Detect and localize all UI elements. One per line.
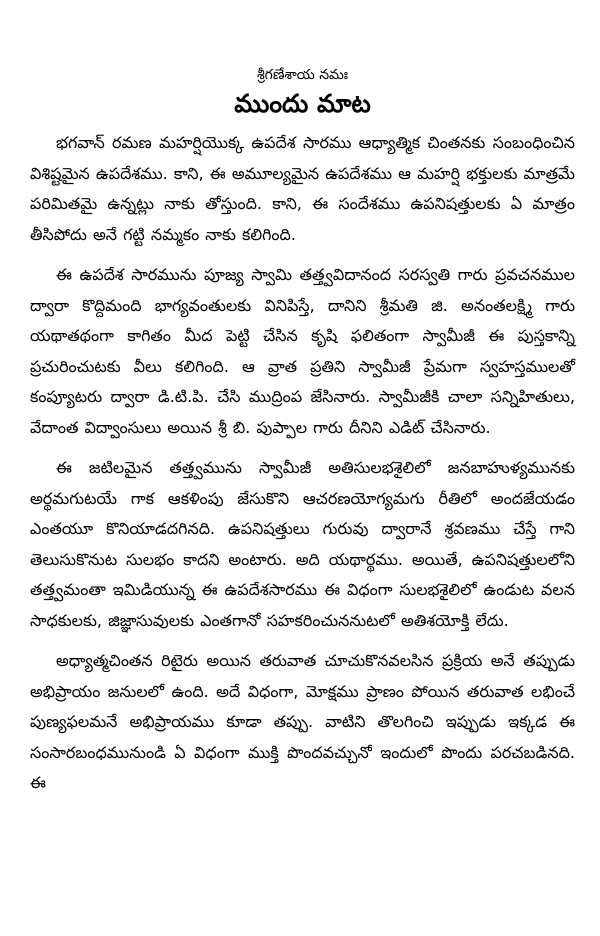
paragraph-4: అధ్యాత్మచింతన రిటైరు అయిన తరువాత చూచుకొనవలసిన ప్రక్రియ అనే తప్పుడు అభిప్రాయం జనులలో ఉంది. అదే విధంగా, మోక్షము ప్రాణం పోయిన తరువాత లభించే పుణ్యఫలమనే అభిప్రాయము కూడా తప్పు. వాటిని తొలగించి ఇప్పుడు ఇక్కడ ఈ సంసారబంధమునుండి ఏ విధంగా ముక్తి పొందవచ్చునో ఇందులో పొందు పరచబడినది. ఈ bbox=[30, 651, 575, 792]
document-page bbox=[30, 0, 575, 936]
paragraph-1: భగవాన్ రమణ మహర్షియొక్క ఉపదేశ సారము ఆధ్యాత్మిక చింతనకు సంబంధించిన విశిష్టమైన ఉపదేశము. కాని, ఈ అమూల్యమైన ఉపదేశము ఆ మహర్షి భక్తులకు మాత్రమే పరిమితమై ఉన్నట్లు నాకు తోస్తుంది. కాని, ఈ సందేశము ఉపనిషత్తులకు ఏ మాత్రం తీసిపోదు అనే గట్టి నమ్మకం నాకు కలిగింది. bbox=[30, 133, 575, 244]
invocation-line: శ్రీగణేశాయ నమః bbox=[256, 67, 348, 83]
paragraph-2: ఈ ఉపదేశ సారమును పూజ్య స్వామి తత్త్వవిదానంద సరస్వతి గారు ప్రవచనముల ద్వారా కొద్దిమంది భాగ్యవంతులకు వినిపిస్తే, దానిని శ్రీమతి జి. అనంతలక్ష్మి గారు యథాతథంగా కాగితం మీద పెట్టి చేసిన కృషి ఫలితంగా స్వామీజీ ఈ పుస్తకాన్ని ప్రచురించుటకు వీలు కలిగింది. ఆ వ్రాత ప్రతిని స్వామీజీ ప్రేమగా స్వహస్తములతో కంప్యూటరు ద్వారా డి.టి.పి. చేసి ముద్రింప జేసినారు. స్వామీజీకి చాలా సన్నిహితులు, వేదాంత విద్వాంసులు అయిన శ్రీ బి. పుప్పాల గారు దీనిని ఎడిట్ చేసినారు. bbox=[30, 265, 575, 437]
paragraph-3: ఈ జటిలమైన తత్త్వమును స్వామీజీ అతిసులభశైలిలో జనబాహుళ్యమునకు అర్థమగుటయే గాక ఆకళింపు జేసుకొని ఆచరణయోగ్యమగు రీతిలో అందజేయడం ఎంతయూ కొనియాడదగినది. ఉపనిషత్తులు గురువు ద్వారానే శ్రవణము చేస్తే గాని తెలుసుకొనుట సులభం కాదని అంటారు. అది యథార్థము. అయితే, ఉపనిషత్తులలోని తత్త్వమంతా ఇమిడియున్న ఈ ఉపదేశసారము ఈ విధంగా సులభశైలిలో ఉండుట వలన సాధకులకు, జిజ్ఞాసువులకు ఎంతగానో సహకరించుననుటలో అతిశయోక్తి లేదు. bbox=[30, 458, 575, 630]
body-text bbox=[30, 128, 575, 809]
page-title: ముందు మాట bbox=[234, 89, 371, 118]
